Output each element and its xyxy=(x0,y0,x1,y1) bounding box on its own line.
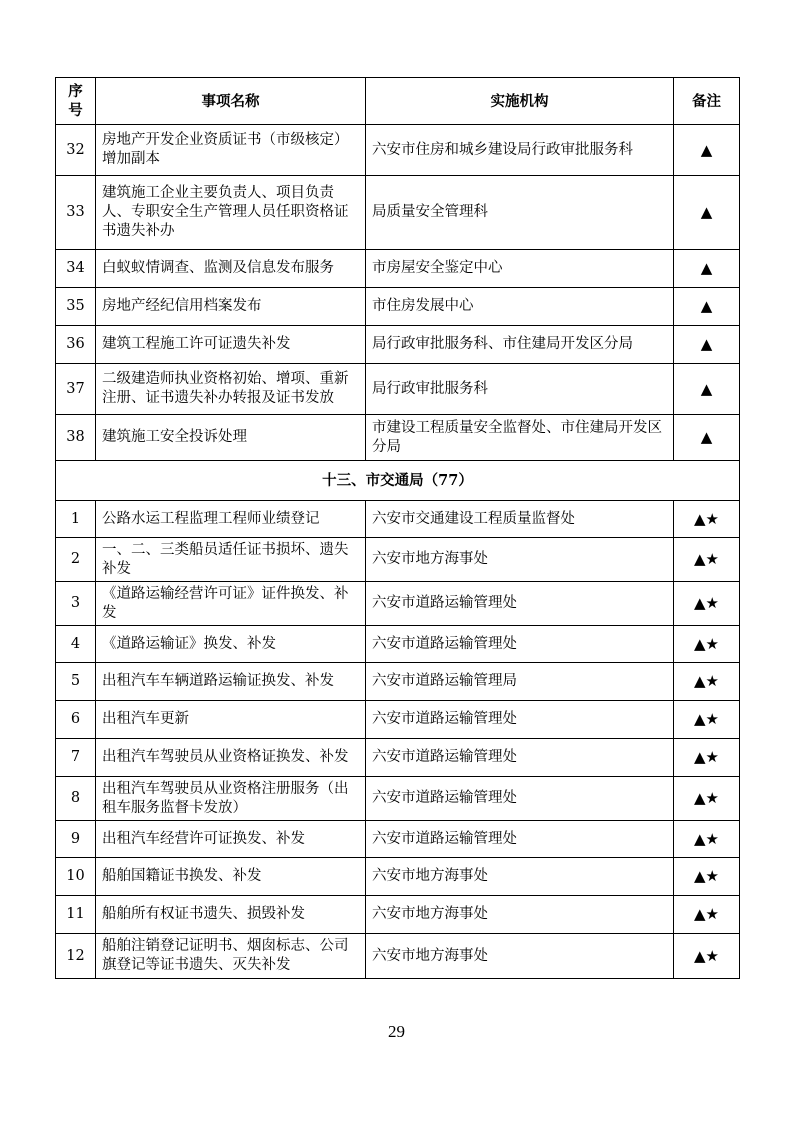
note-mark: ▲★ xyxy=(674,896,740,934)
table-row xyxy=(56,415,740,461)
agency: 六安市道路运输管理处 xyxy=(366,626,674,663)
item-name: 房地产开发企业资质证书（市级核定）增加副本 xyxy=(96,125,366,176)
item-name: 房地产经纪信用档案发布 xyxy=(96,288,366,326)
item-name: 出租汽车经营许可证换发、补发 xyxy=(96,821,366,858)
header-no: 序号 xyxy=(56,78,96,125)
agency: 六安市住房和城乡建设局行政审批服务科 xyxy=(366,125,674,176)
table-row xyxy=(56,934,740,979)
note-mark: ▲★ xyxy=(674,582,740,626)
table-row xyxy=(56,663,740,701)
note-mark: ▲ xyxy=(674,176,740,250)
note-mark: ▲★ xyxy=(674,821,740,858)
table-row xyxy=(56,250,740,288)
table-header-row xyxy=(56,78,740,125)
item-name: 船舶所有权证书遗失、损毁补发 xyxy=(96,896,366,934)
note-mark: ▲★ xyxy=(674,858,740,896)
note-mark: ▲ xyxy=(674,415,740,461)
item-name: 一、二、三类船员适任证书损坏、遗失补发 xyxy=(96,538,366,582)
header-note: 备注 xyxy=(674,78,740,125)
table-row xyxy=(56,626,740,663)
agency: 局行政审批服务科 xyxy=(366,364,674,415)
item-name: 二级建造师执业资格初始、增项、重新注册、证书遗失补办转报及证书发放 xyxy=(96,364,366,415)
agency: 局行政审批服务科、市住建局开发区分局 xyxy=(366,326,674,364)
note-mark: ▲ xyxy=(674,125,740,176)
agency: 六安市道路运输管理局 xyxy=(366,663,674,701)
note-mark: ▲★ xyxy=(674,701,740,739)
table-row xyxy=(56,538,740,582)
item-name: 白蚁蚁情调查、监测及信息发布服务 xyxy=(96,250,366,288)
item-name: 出租汽车车辆道路运输证换发、补发 xyxy=(96,663,366,701)
agency: 六安市地方海事处 xyxy=(366,538,674,582)
row-no: 36 xyxy=(56,326,96,364)
item-name: 出租汽车驾驶员从业资格证换发、补发 xyxy=(96,739,366,777)
table-row xyxy=(56,582,740,626)
row-no: 38 xyxy=(56,415,96,461)
item-name: 建筑施工企业主要负责人、项目负责人、专职安全生产管理人员任职资格证书遗失补办 xyxy=(96,176,366,250)
row-no: 6 xyxy=(56,701,96,739)
table-row xyxy=(56,176,740,250)
table-row xyxy=(56,364,740,415)
note-mark: ▲★ xyxy=(674,538,740,582)
row-no: 1 xyxy=(56,501,96,538)
row-no: 11 xyxy=(56,896,96,934)
row-no: 9 xyxy=(56,821,96,858)
agency: 六安市道路运输管理处 xyxy=(366,821,674,858)
note-mark: ▲★ xyxy=(674,501,740,538)
note-mark: ▲★ xyxy=(674,777,740,821)
item-name: 公路水运工程监理工程师业绩登记 xyxy=(96,501,366,538)
agency: 六安市道路运输管理处 xyxy=(366,582,674,626)
agency: 六安市道路运输管理处 xyxy=(366,701,674,739)
note-mark: ▲ xyxy=(674,250,740,288)
table-row xyxy=(56,777,740,821)
item-name: 《道路运输经营许可证》证件换发、补发 xyxy=(96,582,366,626)
row-no: 7 xyxy=(56,739,96,777)
agency: 市住房发展中心 xyxy=(366,288,674,326)
item-name: 船舶国籍证书换发、补发 xyxy=(96,858,366,896)
note-mark: ▲ xyxy=(674,364,740,415)
row-no: 5 xyxy=(56,663,96,701)
table-row xyxy=(56,821,740,858)
row-no: 4 xyxy=(56,626,96,663)
row-no: 2 xyxy=(56,538,96,582)
table-row xyxy=(56,288,740,326)
table-row xyxy=(56,326,740,364)
row-no: 12 xyxy=(56,934,96,979)
row-no: 3 xyxy=(56,582,96,626)
row-no: 32 xyxy=(56,125,96,176)
header-name: 事项名称 xyxy=(96,78,366,125)
agency: 市建设工程质量安全监督处、市住建局开发区分局 xyxy=(366,415,674,461)
table-row xyxy=(56,739,740,777)
agency: 市房屋安全鉴定中心 xyxy=(366,250,674,288)
table-row xyxy=(56,125,740,176)
table-row xyxy=(56,501,740,538)
row-no: 33 xyxy=(56,176,96,250)
note-mark: ▲★ xyxy=(674,663,740,701)
item-name: 出租汽车驾驶员从业资格注册服务（出租车服务监督卡发放） xyxy=(96,777,366,821)
section-title: 十三、市交通局（77） xyxy=(56,461,740,501)
note-mark: ▲★ xyxy=(674,934,740,979)
item-name: 出租汽车更新 xyxy=(96,701,366,739)
header-agency: 实施机构 xyxy=(366,78,674,125)
agency: 局质量安全管理科 xyxy=(366,176,674,250)
items-table xyxy=(55,77,740,979)
table-row xyxy=(56,858,740,896)
section-row xyxy=(56,461,740,501)
row-no: 8 xyxy=(56,777,96,821)
item-name: 船舶注销登记证明书、烟囱标志、公司旗登记等证书遗失、灭失补发 xyxy=(96,934,366,979)
row-no: 34 xyxy=(56,250,96,288)
agency: 六安市道路运输管理处 xyxy=(366,777,674,821)
table-row xyxy=(56,896,740,934)
page-number: 29 xyxy=(388,1022,405,1041)
agency: 六安市道路运输管理处 xyxy=(366,739,674,777)
note-mark: ▲ xyxy=(674,288,740,326)
note-mark: ▲★ xyxy=(674,626,740,663)
row-no: 35 xyxy=(56,288,96,326)
agency: 六安市地方海事处 xyxy=(366,858,674,896)
note-mark: ▲ xyxy=(674,326,740,364)
item-name: 《道路运输证》换发、补发 xyxy=(96,626,366,663)
agency: 六安市交通建设工程质量监督处 xyxy=(366,501,674,538)
row-no: 37 xyxy=(56,364,96,415)
table-row xyxy=(56,701,740,739)
row-no: 10 xyxy=(56,858,96,896)
note-mark: ▲★ xyxy=(674,739,740,777)
agency: 六安市地方海事处 xyxy=(366,896,674,934)
agency: 六安市地方海事处 xyxy=(366,934,674,979)
item-name: 建筑施工安全投诉处理 xyxy=(96,415,366,461)
item-name: 建筑工程施工许可证遗失补发 xyxy=(96,326,366,364)
